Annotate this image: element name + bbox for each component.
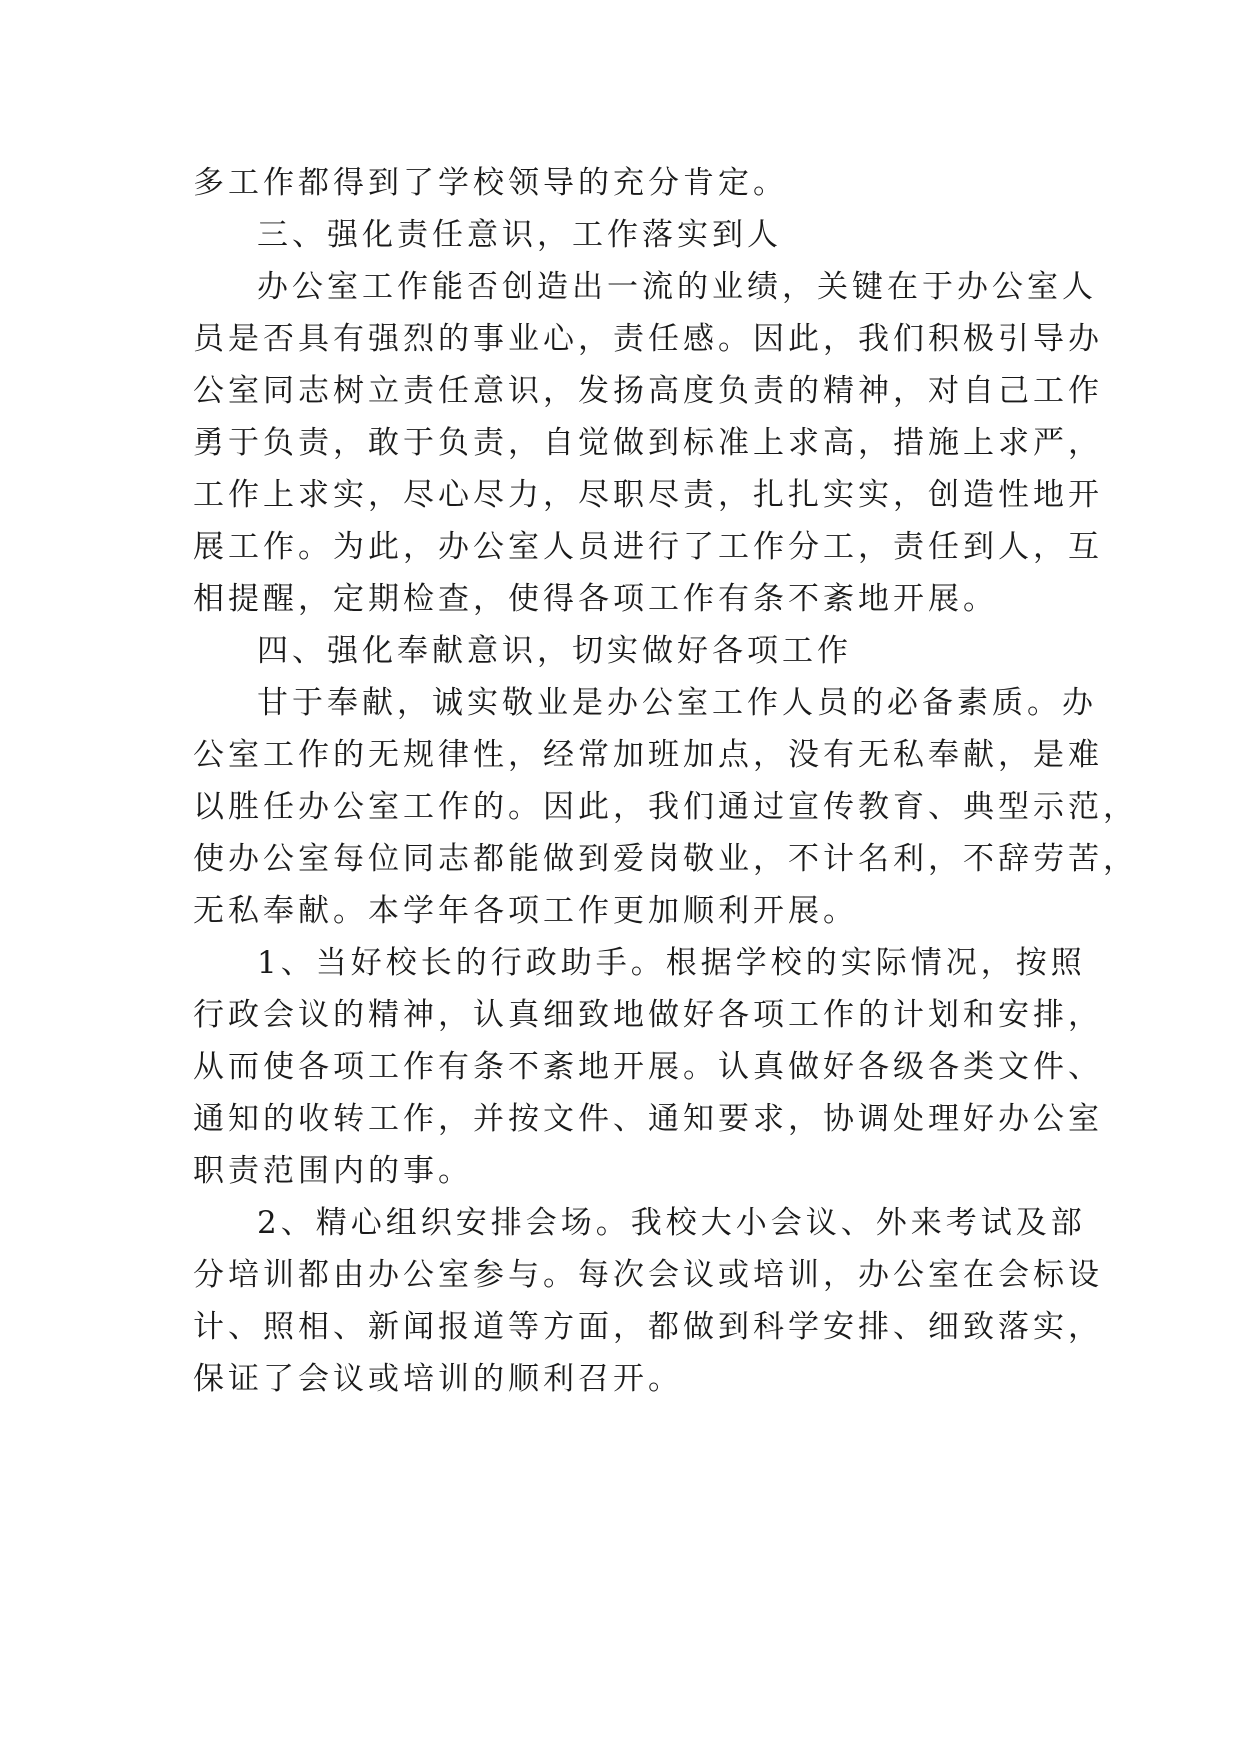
text-line: 职责范围内的事。 (193, 1153, 473, 1189)
text-line: 无私奉献。本学年各项工作更加顺利开展。 (193, 893, 858, 929)
text-line: 使办公室每位同志都能做到爱岗敬业，不计名利，不辞劳苦， (193, 841, 1138, 877)
list-item-1 (193, 937, 1103, 1197)
text-line: 分培训都由办公室参与。每次会议或培训，办公室在会标设 (193, 1257, 1103, 1293)
section-heading-4 (193, 625, 1053, 677)
text-line: 以胜任办公室工作的。因此，我们通过宣传教育、典型示范， (193, 789, 1138, 825)
text-line: 行政会议的精神，认真细致地做好各项工作的计划和安排， (193, 997, 1103, 1033)
text-line: 展工作。为此，办公室人员进行了工作分工，责任到人，互 (193, 529, 1103, 565)
paragraph-continuation (193, 157, 1053, 209)
list-item-2 (193, 1197, 1103, 1405)
text-line: 保证了会议或培训的顺利召开。 (193, 1361, 683, 1397)
text-line: 相提醒，定期检查，使得各项工作有条不紊地开展。 (193, 581, 998, 617)
paragraph-dedication (193, 677, 1138, 937)
text-line: 2、精心组织安排会场。我校大小会议、外来考试及部 (257, 1205, 1086, 1241)
text-line: 多工作都得到了学校领导的充分肯定。 (193, 165, 788, 201)
text-line: 公室同志树立责任意识，发扬高度负责的精神，对自己工作 (193, 373, 1103, 409)
paragraph-responsibility (193, 261, 1103, 625)
text-line: 员是否具有强烈的事业心，责任感。因此，我们积极引导办 (193, 321, 1103, 357)
text-line: 从而使各项工作有条不紊地开展。认真做好各级各类文件、 (193, 1049, 1103, 1085)
text-line: 通知的收转工作，并按文件、通知要求，协调处理好办公室 (193, 1101, 1103, 1137)
text-line: 计、照相、新闻报道等方面，都做到科学安排、细致落实， (193, 1309, 1103, 1345)
heading-text: 四、强化奉献意识，切实做好各项工作 (257, 633, 852, 669)
document-body (193, 157, 1138, 1405)
text-line: 1、当好校长的行政助手。根据学校的实际情况，按照 (257, 945, 1086, 981)
text-line: 办公室工作能否创造出一流的业绩，关键在于办公室人 (257, 269, 1097, 305)
section-heading-3 (193, 209, 1053, 261)
text-line: 甘于奉献，诚实敬业是办公室工作人员的必备素质。办 (257, 685, 1097, 721)
text-line: 工作上求实，尽心尽力，尽职尽责，扎扎实实，创造性地开 (193, 477, 1103, 513)
text-line: 公室工作的无规律性，经常加班加点，没有无私奉献，是难 (193, 737, 1103, 773)
heading-text: 三、强化责任意识，工作落实到人 (257, 217, 782, 253)
text-line: 勇于负责，敢于负责，自觉做到标准上求高，措施上求严， (193, 425, 1103, 461)
